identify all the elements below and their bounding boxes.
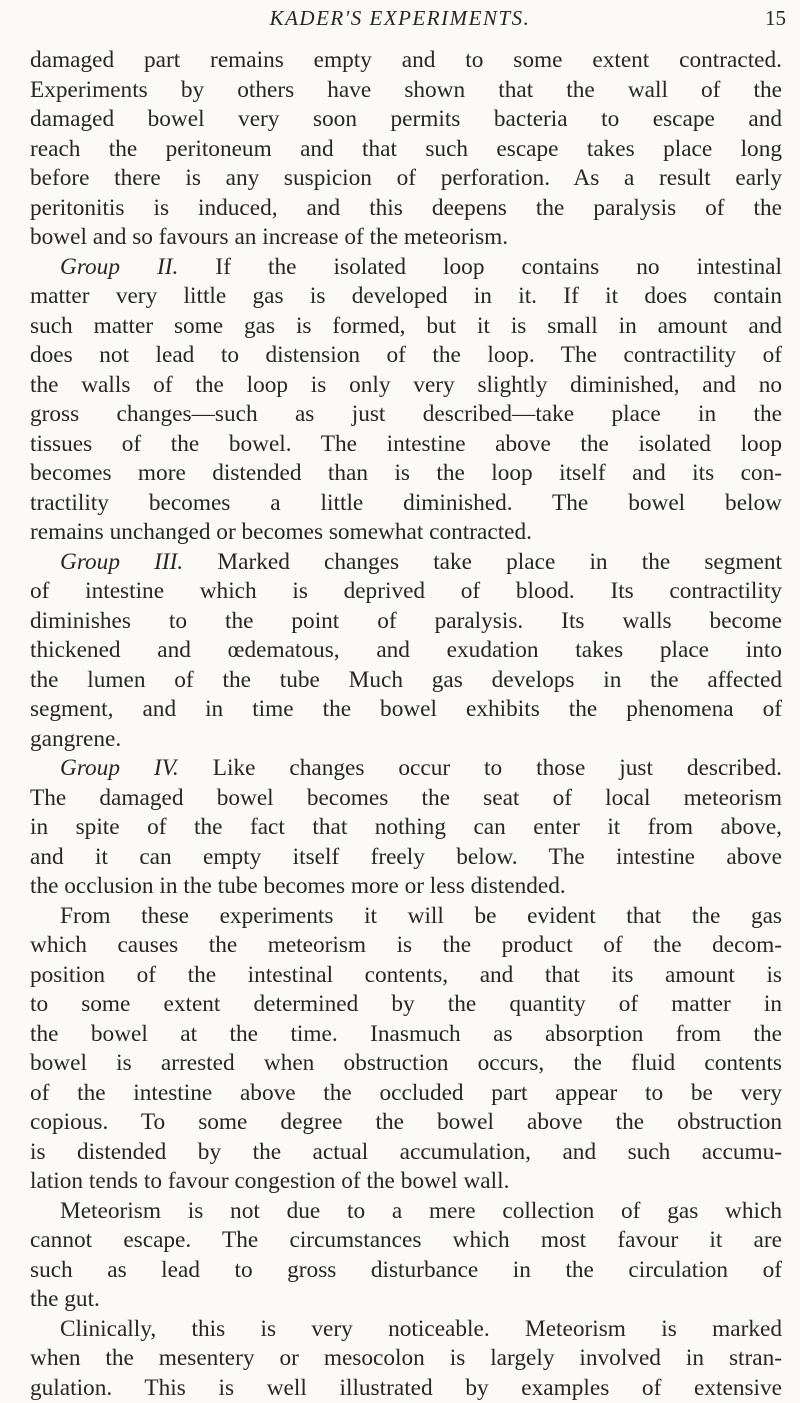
text-line: [30, 1256, 782, 1286]
text-line: [30, 135, 782, 165]
text-line: [30, 754, 782, 784]
text-line: [30, 312, 782, 342]
line-text: the gut.: [30, 1286, 100, 1312]
line-text: Meteorism is not due to a mere collection of gas which: [60, 1198, 782, 1224]
line-text: cannot escape. The circumstances which most favour it are: [30, 1227, 782, 1253]
line-text: The damaged bowel becomes the seat of local meteorism: [30, 785, 782, 811]
line-text: Experiments by others have shown that the wall of the: [30, 77, 782, 103]
line-text: which causes the meteorism is the product of the decom-: [30, 932, 782, 958]
line-text: tractility becomes a little diminished. The bowel below: [30, 490, 782, 516]
text-line: [30, 1315, 782, 1345]
line-text: remains unchanged or becomes somewhat contracted.: [30, 519, 532, 545]
text-line: [30, 1167, 782, 1197]
line-text: the lumen of the tube Much gas develops in the affected: [30, 667, 782, 693]
text-line: [30, 518, 782, 548]
text-line: [30, 725, 782, 755]
text-line: [30, 459, 782, 489]
line-text: the bowel at the time. Inasmuch as absorption from the: [30, 1021, 782, 1047]
text-line: [30, 223, 782, 253]
line-text: before there is any suspicion of perforation. As a result early: [30, 165, 782, 191]
line-text: thickened and œdematous, and exudation takes place into: [30, 637, 782, 663]
line-text: segment, and in time the bowel exhibits the phenomena of: [30, 696, 782, 722]
text-line: [30, 1197, 782, 1227]
text-line: [30, 784, 782, 814]
text-line: [30, 489, 782, 519]
text-line: [30, 902, 782, 932]
line-text: If the isolated loop contains no intestinal: [178, 254, 782, 280]
text-line: [30, 961, 782, 991]
text-line: [30, 253, 782, 283]
text-line: [30, 843, 782, 873]
line-text: lation tends to favour congestion of the bowel wall.: [30, 1168, 509, 1194]
running-head: [0, 6, 800, 42]
text-line: [30, 695, 782, 725]
text-line: [30, 105, 782, 135]
text-line: [30, 813, 782, 843]
line-text: gross changes—such as just described—take place in the: [30, 401, 782, 427]
text-line: [30, 931, 782, 961]
line-text: is distended by the actual accumulation, and such accumu-: [30, 1139, 782, 1165]
line-text: bowel and so favours an increase of the meteorism.: [30, 224, 508, 250]
text-line: [30, 1020, 782, 1050]
line-text: when the mesentery or mesocolon is largely involved in stran-: [30, 1345, 782, 1371]
text-line: [30, 577, 782, 607]
text-line: [30, 430, 782, 460]
text-line: [30, 194, 782, 224]
line-text: and it can empty itself freely below. The intestine above: [30, 844, 782, 870]
page-number: 15: [765, 6, 786, 31]
line-text: damaged part remains empty and to some extent contracted.: [30, 47, 782, 73]
text-line: [30, 371, 782, 401]
line-text: of the intestine above the occluded part appear to be very: [30, 1080, 782, 1106]
text-line: [30, 1226, 782, 1256]
line-text: in spite of the fact that nothing can enter it from above,: [30, 814, 782, 840]
line-text: tissues of the bowel. The intestine above the isolated loop: [30, 431, 782, 457]
line-text: position of the intestinal contents, and that its amount is: [30, 962, 782, 988]
line-text: does not lead to distension of the loop. The contractility of: [30, 342, 782, 368]
line-text: of intestine which is deprived of blood. Its contractility: [30, 578, 782, 604]
text-line: [30, 1138, 782, 1168]
line-text: Marked changes take place in the segment: [183, 549, 782, 575]
text-line: [30, 636, 782, 666]
text-line: [30, 76, 782, 106]
line-text: the occlusion in the tube becomes more or less distended.: [30, 873, 566, 899]
line-text: copious. To some degree the bowel above the obstruction: [30, 1109, 782, 1135]
group-heading: Group II.: [60, 254, 178, 280]
text-line: [30, 990, 782, 1020]
running-title: KADER'S EXPERIMENTS.: [0, 6, 800, 31]
line-text: bowel is arrested when obstruction occurs, the fluid contents: [30, 1050, 782, 1076]
line-text: such as lead to gross disturbance in the circulation of: [30, 1257, 782, 1283]
group-heading: Group IV.: [60, 755, 179, 781]
text-line: [30, 666, 782, 696]
group-heading: Group III.: [60, 549, 183, 575]
text-line: [30, 1374, 782, 1403]
text-line: [30, 164, 782, 194]
text-line: [30, 607, 782, 637]
line-text: Clinically, this is very noticeable. Meteorism is marked: [60, 1316, 782, 1342]
line-text: peritonitis is induced, and this deepens the paralysis of the: [30, 195, 782, 221]
text-line: [30, 548, 782, 578]
body-text: [30, 46, 782, 1403]
line-text: becomes more distended than is the loop itself and its con-: [30, 460, 782, 486]
line-text: to some extent determined by the quantity of matter in: [30, 991, 782, 1017]
line-text: such matter some gas is formed, but it is small in amount and: [30, 313, 782, 339]
text-line: [30, 1049, 782, 1079]
text-line: [30, 1285, 782, 1315]
line-text: gangrene.: [30, 726, 121, 752]
text-line: [30, 872, 782, 902]
text-line: [30, 400, 782, 430]
line-text: damaged bowel very soon permits bacteria to escape and: [30, 106, 782, 132]
text-line: [30, 1344, 782, 1374]
line-text: matter very little gas is developed in it. If it does contain: [30, 283, 782, 309]
line-text: diminishes to the point of paralysis. Its walls become: [30, 608, 782, 634]
text-line: [30, 1079, 782, 1109]
line-text: reach the peritoneum and that such escape takes place long: [30, 136, 782, 162]
line-text: Like changes occur to those just described.: [179, 755, 782, 781]
line-text: the walls of the loop is only very slightly diminished, and no: [30, 372, 782, 398]
text-line: [30, 341, 782, 371]
text-line: [30, 282, 782, 312]
line-text: From these experiments it will be evident that the gas: [60, 903, 782, 929]
text-line: [30, 46, 782, 76]
text-line: [30, 1108, 782, 1138]
line-text: gulation. This is well illustrated by examples of extensive: [30, 1375, 782, 1401]
